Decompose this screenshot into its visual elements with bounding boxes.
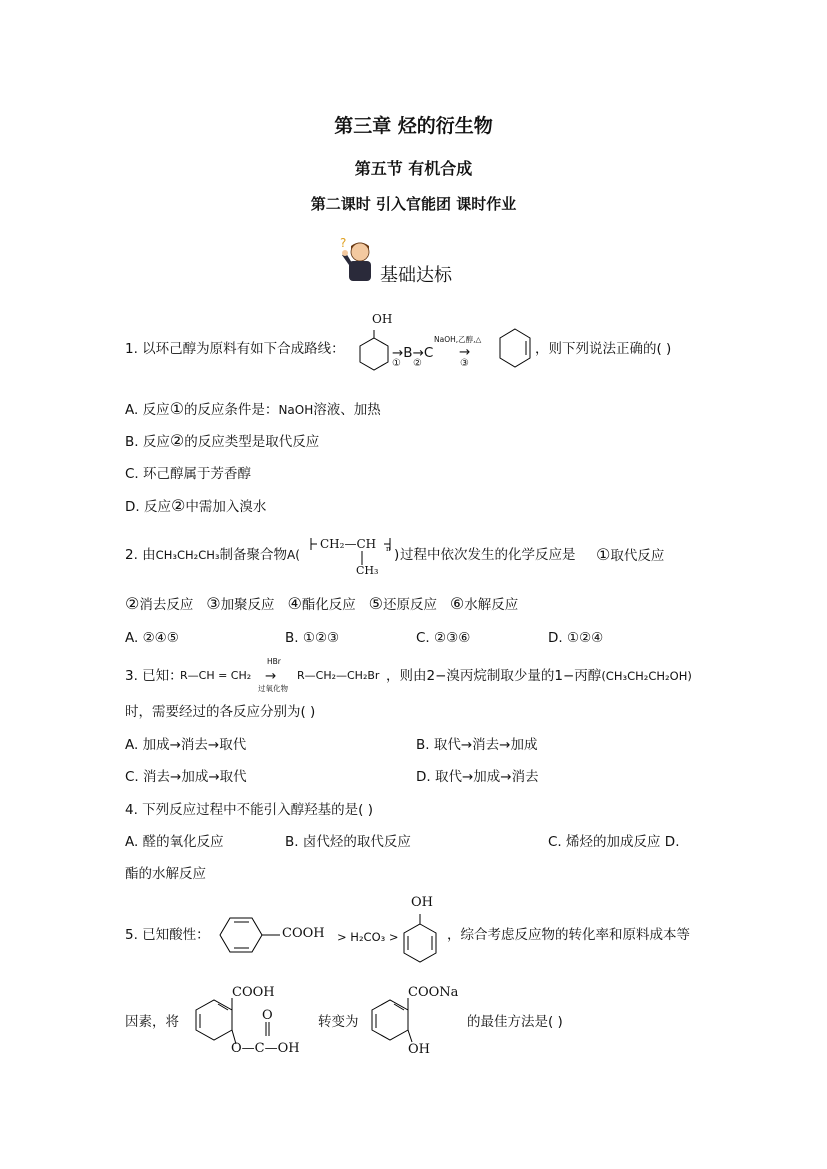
q3-mid: ，则由 — [386, 668, 427, 684]
q1-stem-suffix: ，则下列说法正确的( ) — [535, 341, 672, 357]
q2-r6-label: 水解反应 — [464, 597, 519, 613]
q1-option-a[interactable] — [125, 400, 381, 419]
q1-option-b[interactable] — [125, 432, 319, 451]
cyclohexene-structure — [497, 326, 533, 372]
q5-line2-a: 因素，将 — [125, 1014, 179, 1030]
basic-level-heading: 基础达标 — [380, 265, 452, 286]
q1-b-circ: ② — [169, 431, 185, 450]
q3-peroxide: 过氧化物 — [258, 684, 288, 693]
q3-option-a[interactable]: A. 加成→消去→取代 — [125, 737, 247, 753]
q3-arrow: → — [265, 668, 277, 684]
q1-oh-label: OH — [372, 312, 393, 326]
q3-option-d[interactable]: D. 取代→加成→消去 — [416, 769, 539, 785]
q2-r3-circ: ③ — [206, 594, 221, 613]
q1-stem: 1. 以环己醇为原料有如下合成路线： — [125, 341, 345, 357]
q5-line2-b: 转变为 — [318, 1014, 359, 1030]
q3-stem-line2: 时，需要经过的各反应分别为( ) — [125, 704, 316, 720]
q1-d-text2: 中需加入溴水 — [185, 499, 267, 515]
thinking-boy-icon — [338, 235, 382, 285]
q5-s2-oh: OH — [408, 1042, 430, 1057]
q4-stem: 4. 下列反应过程中不能引入醇羟基的是( ) — [125, 802, 373, 818]
q1-a-text2: 的反应条件是： — [183, 402, 279, 418]
q1-d-circ: ② — [170, 496, 186, 515]
q2-r1-label: 取代反应 — [610, 548, 665, 564]
q2-option-b[interactable]: B. ①②③ — [285, 630, 340, 646]
q5-s1-cooh: COOH — [232, 985, 275, 1000]
q2-r2-label: 消去反应 — [139, 597, 194, 613]
q5-acidity-order: > H₂CO₃ > — [337, 930, 399, 944]
q3-mid3: 1−丙醇 — [554, 668, 602, 684]
q3-stem — [386, 667, 692, 685]
q2-r1-circ: ① — [596, 545, 611, 564]
svg-text:?: ? — [340, 236, 347, 250]
q1-option-c[interactable]: C. 环己醇属于芳香醇 — [125, 466, 252, 482]
q2-mid: 制备聚合物 — [219, 547, 288, 563]
q3-option-b[interactable]: B. 取代→消去→加成 — [416, 737, 538, 753]
q1-b-text1: B. 反应 — [125, 434, 170, 450]
q5-line2-c: 的最佳方法是( ) — [467, 1014, 563, 1030]
q3-prefix: 3. 已知： — [125, 668, 183, 684]
q1-step-2: ② — [413, 358, 422, 369]
q2-stem — [125, 546, 300, 564]
q2-r6-circ: ⑥ — [449, 594, 465, 613]
q2-polymer-close: ) — [394, 547, 400, 563]
q2-r2-circ: ② — [125, 594, 140, 613]
q2-r5-label: 还原反应 — [383, 597, 437, 613]
phenol-ring — [400, 912, 440, 972]
q1-a-naoh: NaOH — [278, 403, 314, 417]
q2-option-c[interactable]: C. ②③⑥ — [416, 630, 471, 646]
lesson-title: 第二课时 引入官能团 课时作业 — [310, 195, 517, 213]
q2-polymer-a: A( — [287, 548, 300, 562]
q2-reaction-1 — [596, 546, 664, 565]
q1-step-3: ③ — [460, 358, 469, 369]
q5-stem-suffix: ，综合考虑反应物的转化率和原料成本等 — [447, 927, 690, 943]
q5-s2-coona: COONa — [408, 985, 459, 1000]
q2-option-a[interactable]: A. ②④⑤ — [125, 630, 179, 646]
q3-hbr: HBr — [267, 657, 281, 666]
q2-r5-circ: ⑤ — [368, 594, 383, 613]
q4-option-a[interactable]: A. 醛的氧化反应 — [125, 834, 224, 850]
q5-prefix: 5. 已知酸性： — [125, 927, 210, 943]
q4-option-b[interactable]: B. 卤代烃的取代反应 — [285, 834, 411, 850]
q2-reaction-list — [125, 595, 518, 614]
q2-reactant: CH₃CH₂CH₃ — [155, 548, 220, 562]
q1-step-1: ① — [392, 358, 401, 369]
q2-polymer-n: n — [386, 545, 391, 553]
q1-a-text3: 溶液、加热 — [313, 402, 381, 418]
q5-s1-chain: O—C—OH — [231, 1041, 300, 1056]
q1-b-text2: 的反应类型是取代反应 — [184, 434, 320, 450]
q1-arrow-b-c: →B→C — [392, 345, 434, 361]
q2-r4-circ: ④ — [287, 594, 302, 613]
q2-polymer-ch3: CH₃ — [356, 564, 379, 577]
q3-formula: (CH₃CH₂CH₂OH) — [601, 669, 692, 683]
q3-product: R—CH₂—CH₂Br — [297, 669, 380, 682]
q4-option-c[interactable]: C. 烯烃的加成反应 D. — [548, 834, 680, 850]
section-title: 第五节 有机合成 — [354, 159, 473, 178]
q1-d-text1: D. 反应 — [125, 499, 171, 515]
q1-option-d[interactable] — [125, 497, 266, 516]
q5-s1-carbonyl-o: O — [262, 1008, 273, 1023]
benzoic-acid-ring — [214, 914, 288, 956]
q1-arrow-3: → — [459, 344, 471, 360]
q4-option-d-cont[interactable]: 酯的水解反应 — [125, 866, 206, 882]
q3-mid2: 2−溴丙烷制取少量的 — [426, 668, 555, 684]
q2-prefix: 2. 由 — [125, 547, 156, 563]
q2-r4-label: 酯化反应 — [301, 597, 356, 613]
q1-condition-3: NaOH,乙醇,△ — [434, 335, 482, 344]
q1-a-circ: ① — [169, 399, 184, 418]
q3-option-c[interactable]: C. 消去→加成→取代 — [125, 769, 247, 785]
q2-stem-suffix: 过程中依次发生的化学反应是 — [400, 547, 576, 563]
q5-cooh: COOH — [282, 926, 325, 941]
q2-r3-label: 加聚反应 — [220, 597, 275, 613]
q2-polymer-chain: CH₂—CH — [320, 537, 377, 551]
q5-phenol-oh: OH — [411, 895, 433, 910]
q1-a-text1: A. 反应 — [125, 402, 170, 418]
chapter-title: 第三章 烃的衍生物 — [334, 115, 493, 137]
cyclohexanol-structure — [358, 326, 390, 382]
q2-option-d[interactable]: D. ①②④ — [548, 630, 604, 646]
q3-reactant: R—CH = CH₂ — [180, 669, 252, 682]
